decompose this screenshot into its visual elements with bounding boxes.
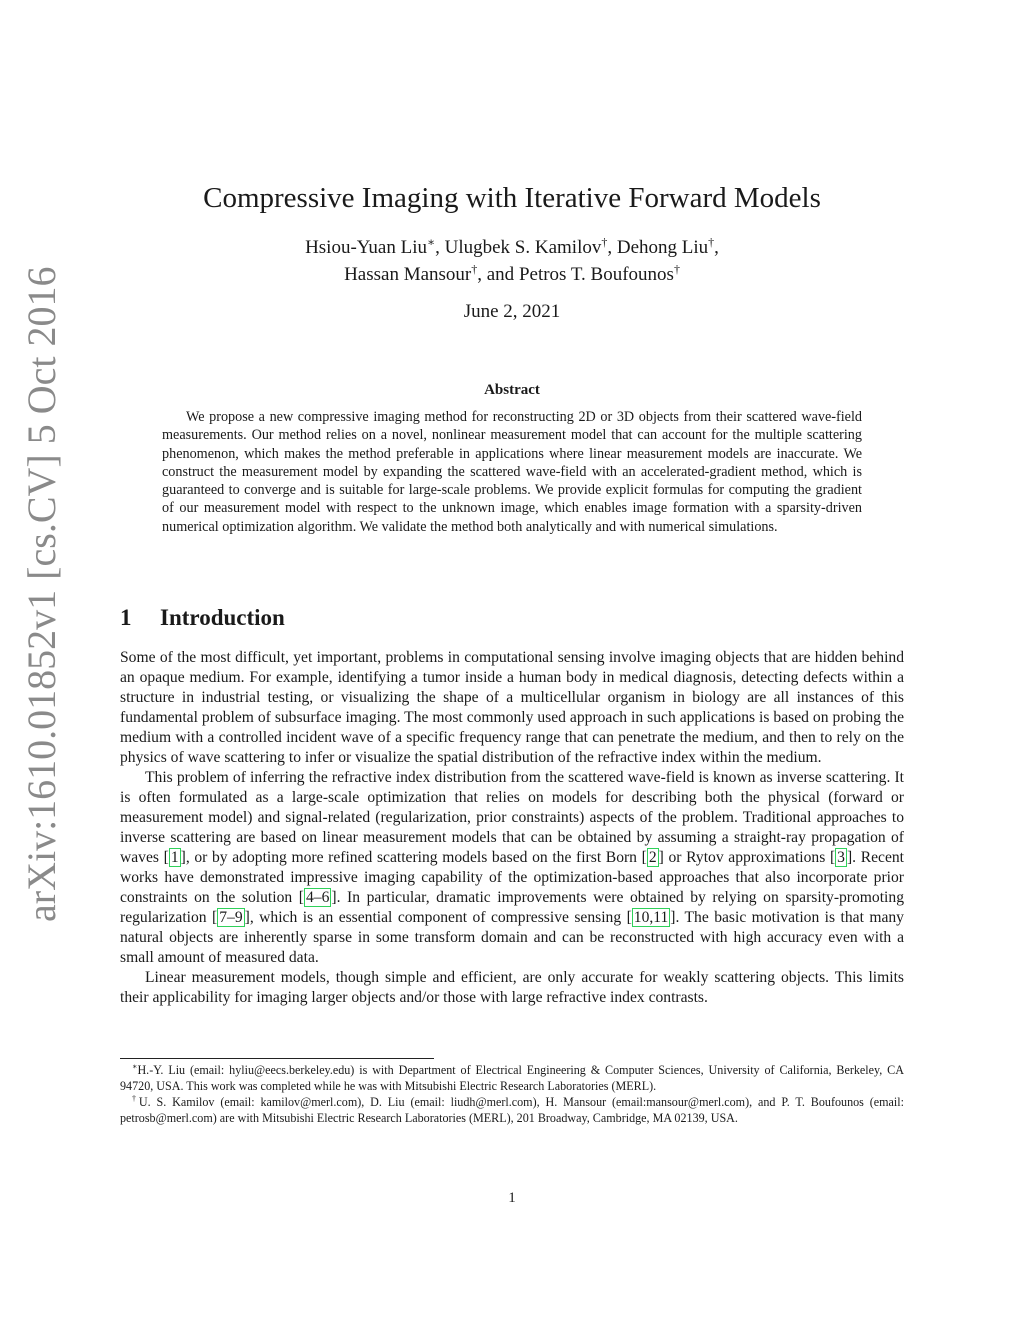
text-run: or Rytov approximations	[663, 849, 830, 866]
footnote-text: H.-Y. Liu (email: hyliu@eecs.berkeley.edu) is with Department of Electrical Engineering & Computer Sciences, University of California, Berkeley, CA 94720, USA. This work was completed while he was with Mitsubishi Electric Research Laboratories (MERL).	[120, 1063, 904, 1093]
citation-link[interactable]: 4–6	[305, 889, 330, 906]
footnote	[120, 1094, 904, 1126]
author-name: Hsiou-Yuan Liu	[305, 237, 427, 258]
paper-date: June 2, 2021	[463, 301, 561, 322]
author-affiliation-mark: ∗	[426, 235, 436, 249]
author-affiliation-mark: †	[601, 235, 608, 249]
footnote-mark: †	[132, 1094, 139, 1103]
paper-title: Compressive Imaging with Iterative Forward Models	[203, 182, 821, 214]
author-name: Hassan Mansour	[344, 264, 472, 285]
section-title: Introduction	[160, 605, 285, 630]
page-number: 1	[508, 1190, 516, 1206]
author-separator: ,	[435, 237, 445, 258]
paragraph: Some of the most difficult, yet important, problems in computational sensing involve imaging objects that are hidden behind an opaque medium. For example, identifying a tumor inside a human body in medical diagnosis, detecting defects within a structure in industrial testing, or visualizing the shape of a multicellular organism in biology are all instances of this fundamental problem of subsurface imaging. The most commonly used approach in such applications is based on probing the medium with a controlled incident wave of a specific frequency range that can penetrate the medium, and then to rely on the physics of wave scattering to infer or visualize the spatial distribution of the refractive index within the medium.	[120, 649, 904, 766]
abstract-text: We propose a new compressive imaging method for reconstructing 2D or 3D objects from their scattered wave-field measurements. Our method relies on a novel, nonlinear measurement model that can account for the multiple scattering phenomenon, which makes the method preferable in applications where linear measurement models are inaccurate. We construct the measurement model by expanding the scattered wave-field with an accelerated-gradient method, which is guaranteed to converge and is suitable for large-scale problems. We provide explicit formulas for computing the gradient of our measurement model with respect to the unknown image, which enables image formation with a sparsity-driven numerical optimization algorithm. We validate the method both analytically and with numerical simulations.	[162, 409, 862, 535]
text-run: , or by adopting more refined scattering models based on the first Born	[185, 849, 642, 866]
author-name: Dehong Liu	[616, 237, 709, 258]
author-name: Petros T. Boufounos	[518, 264, 674, 285]
section-heading	[120, 603, 285, 633]
citation-link[interactable]: 2	[648, 849, 657, 866]
author-separator: ,	[714, 237, 719, 258]
text-run: . In particular, dramatic improvements were obtained by relying on sparsity-promoting regularization	[120, 889, 904, 926]
text-run: This problem of inferring the refractive index distribution from the scattered wave-field is known as inverse scattering. It is often formulated as a large-scale optimization that relies on models for describing both the physical (forward or measurement model) and signal-related (regularization, prior constraints) aspects of the problem. Traditional approaches to inverse scattering are based on linear measurement models that can be obtained by assuming a straight-ray propagation of waves	[120, 769, 904, 866]
text-run: , which is an essential component of compressive sensing	[249, 909, 627, 926]
footnotes	[120, 1062, 904, 1126]
citation-link[interactable]: 7–9	[219, 909, 243, 926]
citation-link[interactable]: 10,11	[633, 909, 669, 926]
author-name: Ulugbek S. Kamilov	[444, 237, 602, 258]
author-affiliation-mark: †	[708, 235, 715, 249]
section-body	[120, 648, 904, 1008]
text-run: . Recent works have demonstrated impressive imaging capability of the optimization-based approaches that also incorporate prior constraints on the solution	[120, 849, 904, 906]
author-list	[120, 234, 904, 288]
paragraph: This problem of inferring the refractive index distribution from the scattered wave-field is known as inverse scattering. It is often formulated as a large-scale optimization that relies on models for describing both the physical (forward or measurement model) and signal-related (regularization, prior constraints) aspects of the problem. Traditional approaches to inverse scattering are based on linear measurement models that can be obtained by assuming a straight-ray propagation of waves [ 1 ], or by adopting more refined scattering models based on the first Born [ 2 ] or Rytov approximations [ 3 ]. Recent works have demonstrated impressive imaging capability of the optimization-based approaches that also incorporate prior constraints on the solution [ 4–6 ]. In particular, dramatic improvements were obtained by relying on sparsity-promoting regularization [ 7–9 ], which is an essential component of compressive sensing [ 10,11 ]. The basic motivation is that many natural objects are inherently sparse in some transform domain and can be reconstructed with high accuracy even with a small amount of measured data.	[120, 769, 904, 966]
footnote-text: U. S. Kamilov (email: kamilov@merl.com), D. Liu (email: liudh@merl.com), H. Mansour (email:mansour@merl.com), and P. T. Boufounos (email: petrosb@merl.com) are with Mitsubishi Electric Research Laboratories (MERL), 201 Broadway, Cambridge, MA 02139, USA.	[120, 1095, 905, 1125]
arxiv-stamp: arXiv:1610.01852v1 [cs.CV] 5 Oct 2016	[19, 266, 64, 922]
footnote-rule	[120, 1058, 434, 1059]
footnote	[120, 1062, 904, 1094]
paragraph: Linear measurement models, though simple and efficient, are only accurate for weakly scattering objects. This limits their applicability for imaging larger objects and/or those with large refractive index contrasts.	[120, 969, 904, 1006]
author-affiliation-mark: †	[673, 262, 680, 276]
citation-link[interactable]: 3	[837, 849, 845, 866]
author-separator: ,	[607, 237, 617, 258]
footnote-mark: ∗	[132, 1062, 138, 1071]
author-separator: , and	[477, 264, 519, 285]
section-number: 1	[120, 605, 132, 630]
author-affiliation-mark: †	[471, 262, 478, 276]
citation-link[interactable]: 1	[170, 849, 179, 866]
abstract-heading: Abstract	[484, 382, 540, 398]
text-run: . The basic motivation is that many natural objects are inherently sparse in some transform domain and can be reconstructed with high accuracy even with a small amount of measured data.	[120, 909, 904, 966]
